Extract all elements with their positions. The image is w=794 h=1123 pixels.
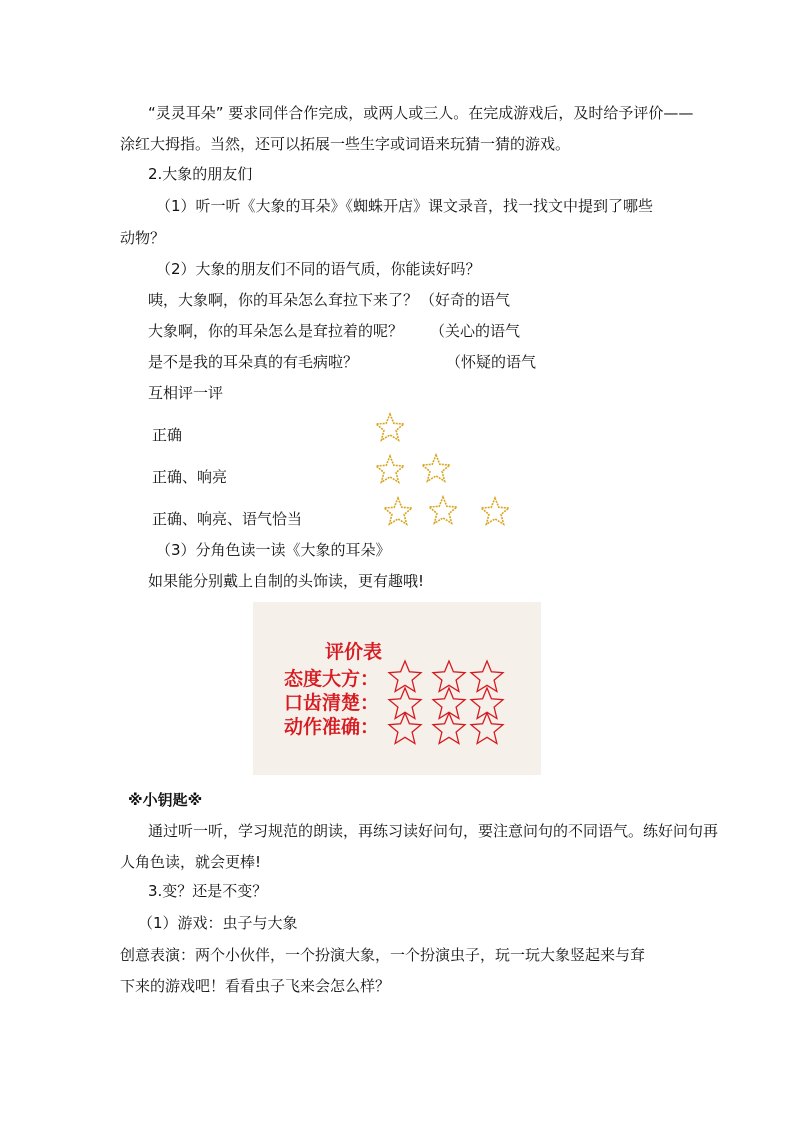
section3-item1: （1）游戏：虫子与大象 [138, 914, 298, 932]
key-tip-heading: ※小钥匙※ [128, 791, 203, 809]
section2-item2: （2）大象的朋友们不同的语气质，你能读好吗？ [156, 260, 481, 278]
eval-row-3-label: 动作准确： [284, 716, 380, 738]
rating-3-star-2-icon [427, 495, 459, 525]
rating-label-1: 正确 [152, 426, 183, 444]
rating-label-2: 正确、响亮 [152, 468, 228, 486]
eval-row-3-star-3-icon [467, 711, 507, 745]
para1-line2: 涂红大拇指。当然，还可以拓展一些生字或词语来玩猜一猜的游戏。 [120, 135, 571, 153]
key-tip-line2: 人角色读，就会更棒! [120, 853, 262, 871]
sentence-2-tone: （关心的语气 [430, 322, 521, 340]
sentence-3-tone: （怀疑的语气 [446, 353, 537, 371]
section3-line2: 下来的游戏吧！看看虫子飞来会怎么样？ [120, 977, 391, 995]
sentence-1: 咦，大象啊，你的耳朵怎么耷拉下来了？ [148, 291, 419, 309]
para1-line1: “灵灵耳朵” 要求同伴合作完成，或两人或三人。在完成游戏后，及时给予评价—— [148, 104, 694, 122]
section2-item1-line2: 动物？ [120, 229, 166, 247]
eval-row-1-label: 态度大方： [284, 668, 380, 690]
sentence-2: 大象啊，你的耳朵怎么是耷拉着的呢？ [148, 322, 404, 340]
sentence-3: 是不是我的耳朵真的有毛病啦？ [148, 353, 359, 371]
section3-line1: 创意表演：两个小伙伴，一个扮演大象，一个扮演虫子，玩一玩大象竖起来与耷 [120, 946, 646, 964]
rating-1-star-1-icon [374, 412, 406, 442]
eval-row-2-label: 口齿清楚： [284, 692, 380, 714]
rating-label-3: 正确、响亮、语气恰当 [152, 510, 303, 528]
section2-item3-note: 如果能分别戴上自制的头饰读，更有趣哦! [148, 572, 425, 590]
eval-row-3-star-1-icon [385, 711, 425, 745]
eval-row-3-star-2-icon [429, 711, 469, 745]
rating-2-star-1-icon [374, 454, 406, 484]
eval-table-title: 评价表 [325, 641, 383, 663]
rating-3-star-1-icon [382, 496, 414, 526]
section2-item3: （3）分角色读一读《大象的耳朵》 [156, 541, 391, 559]
peer-eval-label: 互相评一评 [148, 384, 224, 402]
rating-3-star-3-icon [479, 496, 511, 526]
eval-table-card [253, 602, 541, 775]
section2-item1-line1: （1）听一听《大象的耳朵》《蜘蛛开店》课文录音，找一找文中提到了哪些 [156, 197, 654, 215]
rating-2-star-2-icon [420, 453, 452, 483]
sentence-1-tone: （好奇的语气 [420, 291, 511, 309]
key-tip-line1: 通过听一听，学习规范的朗读，再练习读好问句，要注意问句的不同语气。练好问句再 [148, 822, 719, 840]
section2-heading: 2.大象的朋友们 [148, 165, 253, 183]
section3-heading: 3.变？还是不变？ [148, 882, 268, 900]
